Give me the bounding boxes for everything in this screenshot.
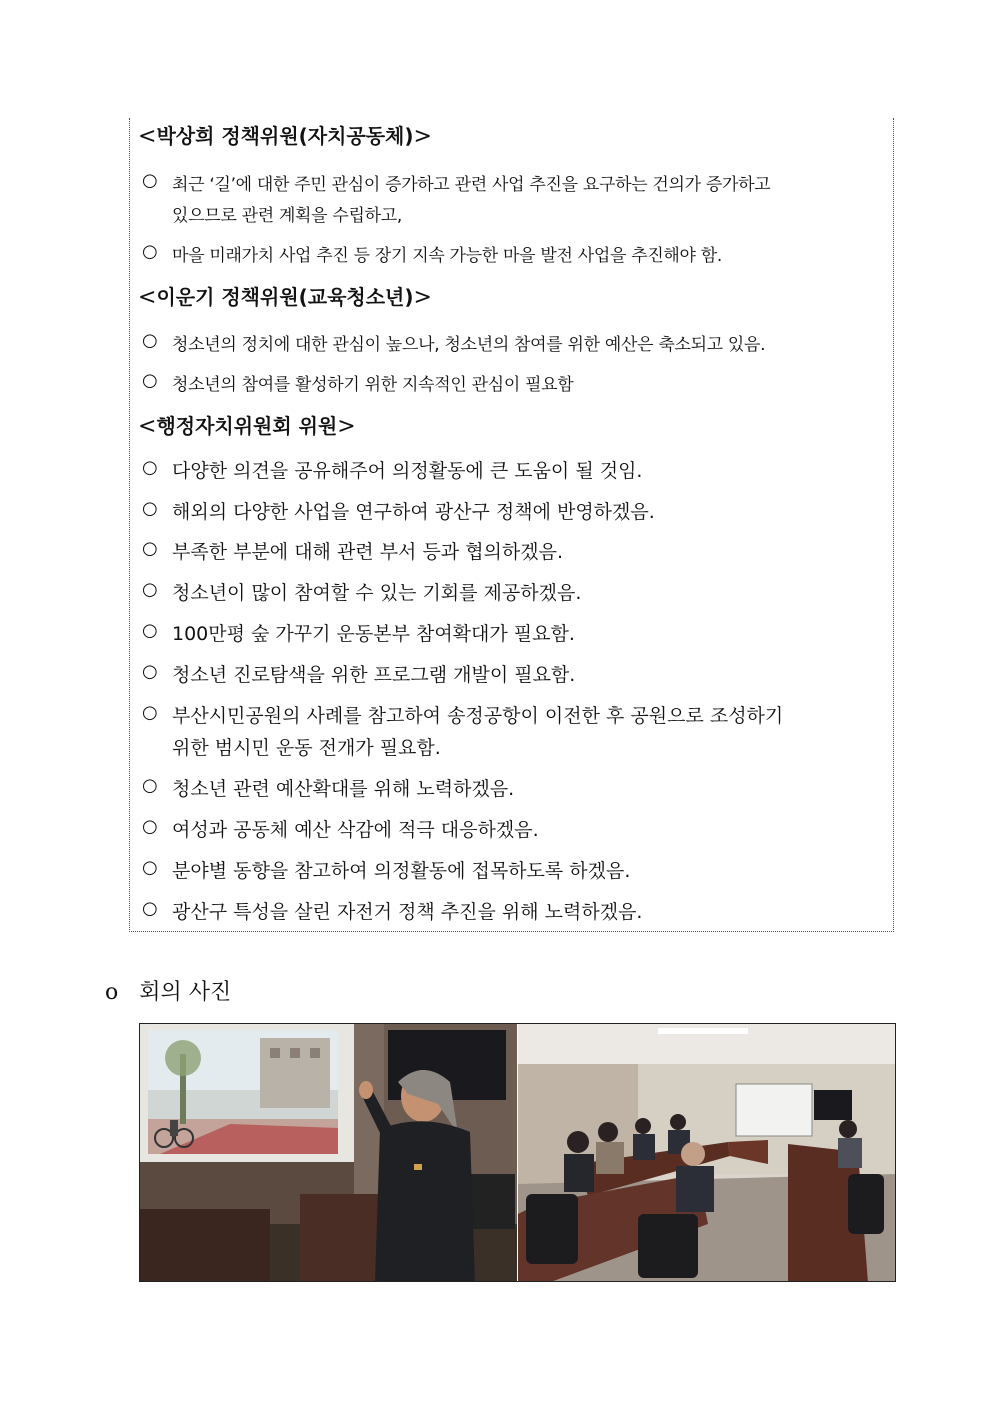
bracket-close: > xyxy=(413,124,432,149)
item-text: 해외의 다양한 사업을 연구하여 광산구 정책에 반영하겠음. xyxy=(172,501,655,523)
list-item xyxy=(142,619,884,645)
bracket-close: > xyxy=(413,285,432,310)
bullet-icon: ○ xyxy=(142,538,158,559)
bullet-icon: ○ xyxy=(142,775,158,796)
item-text: 여성과 공동체 예산 삭감에 적극 대응하겠음. xyxy=(172,819,539,841)
item-text: 다양한 의견을 공유해주어 의정활동에 큰 도움이 될 것임. xyxy=(172,460,643,482)
bullet-icon: ○ xyxy=(142,170,158,191)
section-marker: o xyxy=(105,980,119,1005)
list-item xyxy=(142,456,884,482)
list-item xyxy=(142,497,884,523)
list-item xyxy=(142,537,884,563)
item-text: 부산시민공원의 사례를 참고하여 송정공항이 이전한 후 공원으로 조성하기 xyxy=(172,705,784,727)
bracket-open: < xyxy=(138,414,157,439)
bracket-open: < xyxy=(138,124,157,149)
item-text: 100만평 숲 가꾸기 운동본부 참여확대가 필요함. xyxy=(172,623,575,645)
item-text: 청소년 진로탐색을 위한 프로그램 개발이 필요함. xyxy=(172,664,576,686)
bullet-icon: ○ xyxy=(142,702,158,723)
meeting-photos xyxy=(139,1023,896,1282)
meeting-photo-conference-room xyxy=(518,1024,895,1281)
heading-text: 행정자치위원회 위원 xyxy=(156,414,338,438)
list-item xyxy=(142,370,884,395)
bullet-icon: ○ xyxy=(142,898,158,919)
item-text-continued: 위한 범시민 운동 전개가 필요함. xyxy=(172,737,441,759)
bullet-icon: ○ xyxy=(142,241,158,262)
photo-section-title xyxy=(105,975,231,1006)
list-item xyxy=(142,815,884,841)
bullet-icon: ○ xyxy=(142,457,158,478)
list-item xyxy=(142,660,884,686)
bracket-close: > xyxy=(337,414,356,439)
bullet-icon: ○ xyxy=(142,579,158,600)
bullet-icon: ○ xyxy=(142,370,158,391)
list-item xyxy=(142,701,884,765)
list-item xyxy=(142,170,884,230)
item-text: 최근 ‘길’에 대한 주민 관심이 증가하고 관련 사업 추진을 요구하는 건의가 증가하고 xyxy=(172,175,771,195)
list-item xyxy=(142,774,884,800)
list-item xyxy=(142,330,884,355)
bullet-icon: ○ xyxy=(142,661,158,682)
list-item xyxy=(142,241,884,266)
bracket-open: < xyxy=(138,285,157,310)
item-text: 청소년의 정치에 대한 관심이 높으나, 청소년의 참여를 위한 예산은 축소되고 있음. xyxy=(172,335,766,355)
bullet-icon: ○ xyxy=(142,620,158,641)
heading-text: 이운기 정책위원(교육청소년) xyxy=(156,285,414,309)
list-item xyxy=(142,897,884,923)
section-heading-2 xyxy=(138,281,432,310)
section-title-text: 회의 사진 xyxy=(139,980,232,1005)
section-heading-1 xyxy=(138,120,432,149)
heading-text: 박상희 정책위원(자치공동체) xyxy=(156,124,414,148)
item-text: 부족한 부분에 대해 관련 부서 등과 협의하겠음. xyxy=(172,541,564,563)
item-text: 청소년의 참여를 활성하기 위한 지속적인 관심이 필요함 xyxy=(172,375,574,395)
item-text: 마을 미래가치 사업 추진 등 장기 지속 가능한 마을 발전 사업을 추진해야 함. xyxy=(172,246,723,266)
bullet-icon: ○ xyxy=(142,498,158,519)
item-text-continued: 있으므로 관련 계획을 수립하고, xyxy=(172,206,403,226)
bullet-icon: ○ xyxy=(142,857,158,878)
list-item xyxy=(142,856,884,882)
bullet-icon: ○ xyxy=(142,816,158,837)
item-text: 청소년 관련 예산확대를 위해 노력하겠음. xyxy=(172,778,515,800)
item-text: 청소년이 많이 참여할 수 있는 기회를 제공하겠음. xyxy=(172,582,582,604)
section-heading-3 xyxy=(138,410,356,439)
list-item xyxy=(142,578,884,604)
bullet-icon: ○ xyxy=(142,330,158,351)
meeting-photo-presenter xyxy=(140,1024,517,1281)
item-text: 광산구 특성을 살린 자전거 정책 추진을 위해 노력하겠음. xyxy=(172,901,643,923)
item-text: 분야별 동향을 참고하여 의정활동에 접목하도록 하겠음. xyxy=(172,860,631,882)
